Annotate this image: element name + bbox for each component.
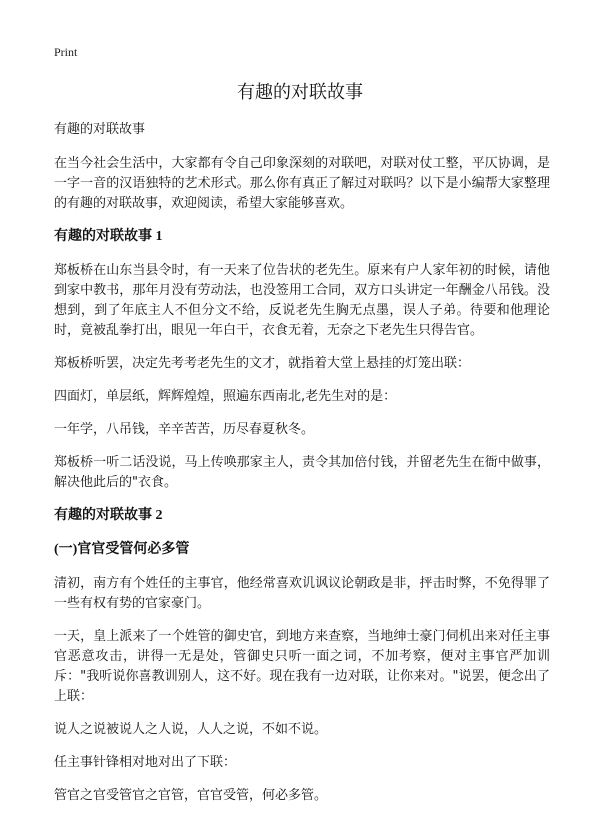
story2-heading: 有趣的对联故事 2 xyxy=(54,508,163,523)
story1-paragraph: 郑板桥一听二话没说，马上传唤那家主人，责令其加倍付钱，并留老先生在衙中做事，解决他此后的"衣食。 xyxy=(54,455,550,490)
article-body xyxy=(54,120,550,819)
article-subtitle: 有趣的对联故事 xyxy=(54,122,146,137)
story1-paragraph: 郑板桥听罢，决定先考考老先生的文才，就指着大堂上悬挂的灯笼出联： xyxy=(54,356,471,371)
story2-paragraph: 任主事针锋相对地对出了下联： xyxy=(54,755,237,770)
story2-subheading: (一)官官受管何必多管 xyxy=(54,542,190,557)
story2-couplet-lower: 管官之官受管官之官管，官官受管，何必多管。 xyxy=(54,788,328,803)
story2-paragraph: 清初，南方有个姓任的主事官，他经常喜欢讥讽议论朝政是非，抨击时弊，不免得罪了一些有权有势的官家豪门。 xyxy=(54,576,550,611)
story1-couplet-lower: 一年学，八吊钱，辛辛苦苦，历尽春夏秋冬。 xyxy=(54,422,315,437)
story2-paragraph: 一天，皇上派来了一个姓管的御史官，到地方来查察，当地绅士豪门伺机出来对任主事官恶意攻击，讲得一无是处，管御史只听一面之词，不加考察，便对主事官严加训斥："我听说你喜教训别人，这不好。现在我有一边对联，让你来对。"说罢，便念出了上联： xyxy=(54,629,550,704)
intro-paragraph: 在当今社会生活中，大家都有令自己印象深刻的对联吧，对联对仗工整，平仄协调，是一字一音的汉语独特的艺术形式。那么你有真正了解过对联吗？以下是小编帮大家整理的有趣的对联故事，欢迎阅读，希望大家能够喜欢。 xyxy=(54,156,550,211)
story1-heading: 有趣的对联故事 1 xyxy=(54,229,163,244)
story1-couplet-upper: 四面灯，单层纸，辉辉煌煌，照遍东西南北,老先生对的是： xyxy=(54,389,397,404)
story1-paragraph: 郑板桥在山东当县令时，有一天来了位告状的老先生。原来有户人家年初的时候，请他到家中教书，那年月没有劳动法，也没签用工合同，双方口头讲定一年酬金八吊钱。没想到，到了年底主人不但分文不给，反说老先生胸无点墨，误人子弟。待要和他理论时，竟被乱拳打出，眼见一年白干，衣食无着，无奈之下老先生只得告官。 xyxy=(54,263,550,338)
print-link[interactable]: Print xyxy=(54,45,78,59)
story2-couplet-upper: 说人之说被说人之人说，人人之说，不如不说。 xyxy=(54,722,328,737)
page-title: 有趣的对联故事 xyxy=(237,82,363,103)
